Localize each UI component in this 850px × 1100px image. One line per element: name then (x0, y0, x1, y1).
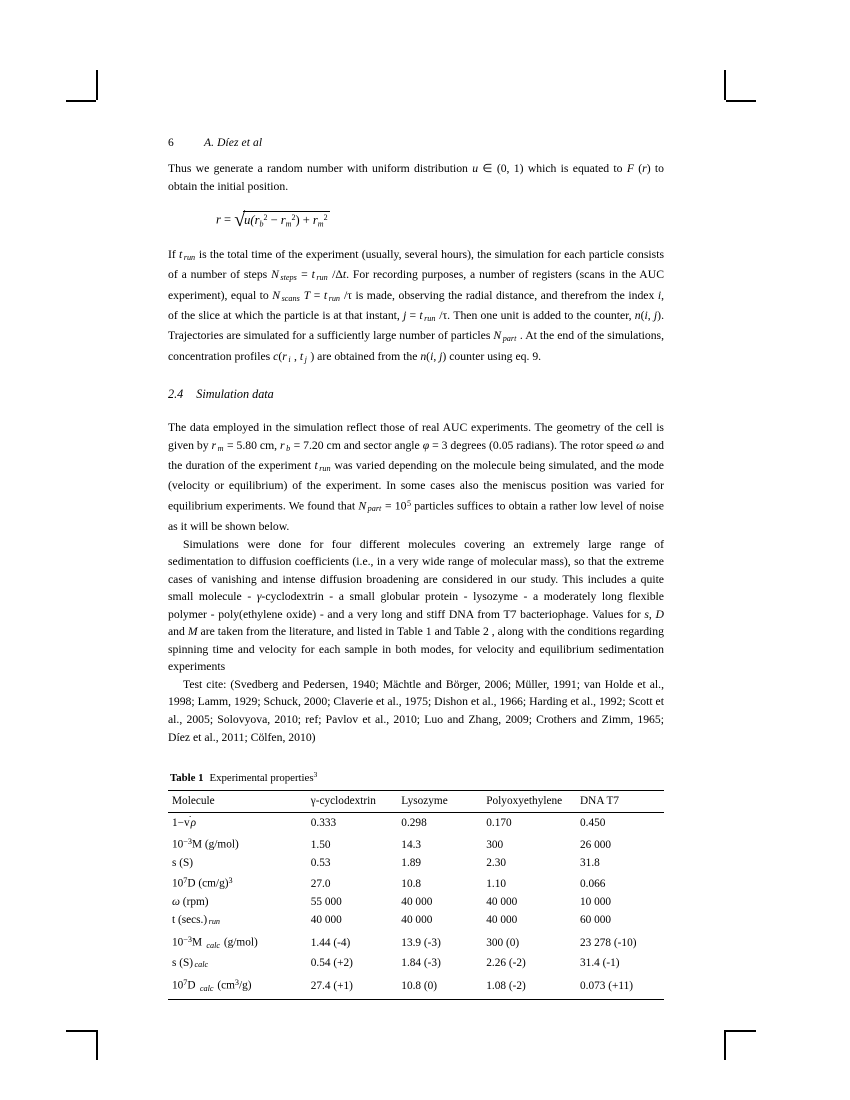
math-var-T: T (303, 288, 311, 302)
crop-mark-vertical-rule (724, 1030, 726, 1060)
text-run: and (168, 625, 188, 639)
paragraph-cell-geometry (168, 419, 664, 535)
table1-header-molecule: Molecule (172, 794, 215, 807)
text-run: ∈ (0, 1) which is equated to (478, 162, 627, 175)
table1-cell: 13.9 (-3) (401, 936, 441, 949)
math-var-r: r (282, 349, 287, 363)
table1-cell: 31.8 (580, 856, 600, 869)
table1-cell: 0.073 (+11) (580, 979, 634, 992)
crop-mark-vertical-rule (96, 1030, 98, 1060)
table1-caption (168, 770, 664, 784)
text-run: ( (640, 309, 645, 323)
table1-cell: 0.298 (401, 817, 427, 830)
exponent: 7 (183, 978, 188, 988)
radicand (243, 211, 329, 228)
text-run: /τ is made, observing the radial distance, and therefrom the index (340, 288, 658, 302)
equation-equals-sign: = (224, 212, 232, 227)
radical-glyph: √ (234, 209, 246, 232)
crop-mark-horizontal-rule (66, 1030, 96, 1032)
table1-cell: 23 278 (-10) (580, 936, 637, 949)
table1-experimental-properties (168, 790, 664, 1000)
table1-header-lysozyme: Lysozyme (401, 794, 448, 807)
text-run: = (310, 288, 324, 302)
math-var-M: M (187, 625, 198, 639)
subscript: run (208, 917, 221, 927)
table1-cell: 0.170 (486, 817, 512, 830)
table1-cell: 40 000 (401, 913, 433, 926)
table-row (168, 911, 664, 931)
table1-cell: 1.44 (-4) (310, 936, 351, 949)
table1-cell: 10 000 (580, 895, 612, 908)
vertical-space (168, 402, 664, 420)
text-run: = 3 degrees (0.05 radians). The rotor speed (429, 438, 636, 452)
table1-cell: 10.8 (401, 878, 422, 891)
table1-cell: 40 000 (310, 913, 342, 926)
table1-row-label: s (S) calc (172, 956, 209, 970)
table1-header-group (168, 790, 664, 813)
table1-cell: 14.3 (401, 838, 422, 851)
text-run: . At the end of the simulations, concentration profiles (168, 329, 665, 363)
crop-mark-horizontal-rule (66, 100, 96, 102)
text-run: = 7.20 cm and sector angle (290, 438, 423, 452)
paragraph-random-number (168, 160, 664, 195)
table1-header-cyclodextrin: γ-cyclodextrin (310, 794, 376, 807)
math-sub-part: part (502, 334, 517, 344)
table1-row-label: $10^{-3}M$ calc (g/mol) (172, 935, 258, 950)
crop-mark-horizontal-rule (726, 100, 756, 102)
math-sub-m: m (217, 443, 224, 453)
table1-cell: 0.066 (580, 878, 606, 891)
exponent: 3 (234, 978, 239, 988)
table-row (168, 854, 664, 872)
page-number: 6 (168, 137, 174, 149)
math-var-r: r (642, 162, 647, 175)
text-run: Simulations were done for four different molecules covering an extremely large range of sedimentation to diffusion coefficients (i.e., in a very wide range of molecular mass), so that the extreme cases of vanishing and intense diffusion broadening are considered in our study. This includes a quite small molecule - (168, 537, 664, 604)
table-row (168, 813, 664, 833)
running-head (168, 137, 664, 149)
text-run: particles suffices to obtain a rather low level of noise as it will be shown below. (168, 499, 664, 533)
text-run: are taken from the literature, and listed in Table 1 and Table 2 , along with the conditions regarding spinning time and velocity for each sample in both modes, for velocity and equilibrium sedimentation experiments (168, 625, 664, 674)
math-var-rho: ρ (190, 817, 197, 830)
math-var-j: j (439, 349, 443, 363)
math-sub-run: run (316, 273, 328, 283)
math-var-i: i (644, 309, 648, 323)
vertical-space (168, 368, 664, 386)
math-var-j: j (403, 309, 407, 323)
math-var-u: u (472, 162, 479, 175)
table1-row-label: ω (rpm) (172, 895, 209, 908)
text-run: is the total time of the experiment (usually, several hours), the simulation for each particle consists of a number of steps (168, 248, 664, 282)
math-var-i: i (657, 288, 662, 302)
equation-term: u( (244, 212, 255, 227)
table1-cell: 300 (0) (486, 936, 520, 949)
table1-footnote-marker: 3 (313, 770, 318, 780)
text-run: , (433, 349, 440, 363)
equation-sub-b: b (259, 219, 264, 229)
table1-cell: 40 000 (401, 895, 433, 908)
text-run: ) counter using eq. 9. (442, 349, 542, 363)
math-var-t: t (323, 288, 328, 302)
table1-cell: 31.4 (-1) (580, 956, 620, 969)
math-var-t: t (419, 309, 423, 323)
table1-cell: 10.8 (0) (401, 979, 438, 992)
math-sub-i: i (288, 354, 291, 364)
math-var-N: N (493, 329, 502, 343)
crop-mark-vertical-rule (96, 70, 98, 100)
math-var-N: N (358, 499, 367, 513)
text-run: and the duration of the experiment (168, 438, 665, 473)
running-head-author: A. Díez et al (204, 137, 263, 149)
math-var-t: t (179, 248, 183, 262)
math-var-N: N (272, 288, 281, 302)
text-run: Thus we generate a random number with uniform distribution (168, 162, 473, 175)
table1-row-label: $10^7D$ calc $(cm^3/g)$ (172, 978, 252, 993)
table1-row-label: $10^{-3}M$ (g/mol) (172, 837, 239, 851)
table-row (168, 931, 664, 954)
table1-label: Table 1 (170, 771, 204, 784)
display-equation-initial-position (168, 195, 664, 246)
math-var-n: n (420, 349, 427, 363)
exponent: 7 (183, 876, 188, 886)
table1-cell: 1.08 (-2) (486, 979, 526, 992)
table1-block (168, 770, 664, 999)
text-run: = (297, 268, 312, 282)
equation-var-rb: r (254, 212, 260, 227)
table-row (168, 893, 664, 911)
math-var-t: t (314, 459, 318, 473)
math-var-phi: φ (422, 438, 430, 452)
text-run: The data employed in the simulation reflect those of real AUC experiments. The geometry of the cell is given by (168, 421, 664, 452)
table1-row-label: $10^7D$ $(cm/g)^3$ (172, 876, 233, 891)
text-run: ( (426, 349, 431, 363)
math-var-gamma: γ (256, 590, 262, 604)
table1-cell: 0.53 (310, 856, 331, 869)
text-run: ( (278, 349, 283, 363)
exponent: −3 (183, 935, 193, 945)
section-number: 2.4 (168, 386, 184, 401)
square-root-symbol (234, 209, 329, 232)
paragraph-test-citations: Test cite: (Svedberg and Pedersen, 1940; Mächtle and Börger, 2006; Müller, 1991; van Holde et al., 1998; Lamm, 1929; Schuck, 2000; Claverie et al., 1975; Dishon et al., 1966; Harding et al., 1992; Scott et al., 2005; Solovyova, 2010; ref; Pavlov et al., 2010; Luo and Zhang, 2009; Crothers and Zimm, 1965; Díez et al., 2011; Cölfen, 2010) (168, 677, 664, 744)
text-run: If (168, 248, 180, 262)
math-var-s: s (644, 607, 649, 621)
text-run: . For recording purposes, a number of registers (scans in the AUC experiment), equal to (168, 268, 664, 302)
paragraph-simulation-steps (168, 246, 664, 368)
table1-header-polyoxyethylene: Polyoxyethylene (486, 794, 563, 807)
table1-cell: 0.333 (310, 817, 337, 830)
crop-mark-vertical-rule (724, 70, 726, 100)
math-var-omega: ω (172, 895, 180, 908)
table1-row-label: 1−v ρ (172, 817, 197, 830)
math-var-j: j (653, 309, 658, 323)
math-var-n: n (634, 309, 641, 323)
math-var-t: t (342, 268, 347, 282)
math-var-D: D (655, 607, 664, 621)
text-run: -cyclodextrin - a small globular protein - lysozyme - a moderately long flexible polymer - poly(ethylene oxide) - and a very long and stiff DNA from T7 bacteriophage. Values for (168, 590, 664, 621)
equation-expression (216, 209, 330, 232)
equation-term: ) + (295, 212, 310, 227)
text-run: , (647, 309, 654, 323)
crop-mark-horizontal-rule (726, 1030, 756, 1032)
math-sub-run: run (319, 463, 331, 473)
equation-sup-2: 2 (263, 212, 268, 222)
text-run: , (291, 349, 300, 363)
table1-cell: 2.30 (486, 856, 507, 869)
text-run: , of the slice at which the particle is at that instant, (168, 288, 665, 323)
math-var-i: i (430, 349, 434, 363)
subscript: calc (199, 983, 214, 993)
paragraph-molecule-selection (168, 536, 664, 676)
table1-cell: 27.4 (+1) (310, 979, 353, 992)
exponent: −3 (183, 837, 193, 847)
table1-cell: 1.89 (401, 856, 422, 869)
math-sub-b: b (286, 443, 291, 453)
math-sub-part: part (367, 504, 382, 514)
table1-header-dna-t7: DNA T7 (580, 794, 620, 807)
text-run: = 10 (381, 499, 407, 513)
table1-cell: 26 000 (580, 838, 612, 851)
equation-var-rm: r (312, 212, 318, 227)
math-sub-run: run (328, 293, 341, 303)
math-exponent-5: 5 (406, 498, 412, 508)
table1-row-label: t (secs.) run (172, 913, 221, 927)
table1-caption-text: Experimental properties (209, 771, 314, 784)
text-run: = (406, 309, 420, 323)
equation-var-rm: r (280, 212, 286, 227)
math-var-omega: ω (635, 438, 645, 452)
table1-cell: 1.50 (310, 838, 331, 851)
table-row (168, 872, 664, 893)
text-run: /τ. Then one unit is added to the counter, (436, 309, 635, 323)
text-run: , (648, 607, 656, 621)
text-run: was varied depending on the molecule being simulated, and the mode (velocity or equilibrium) of the experiment. In some cases also the meniscus position was varied for equilibrium experiments. We found that (168, 459, 664, 513)
math-sub-run: run (183, 252, 196, 262)
math-sub-j: j (304, 354, 307, 364)
math-sub-steps: steps (280, 273, 297, 283)
equation-sup-2: 2 (291, 212, 296, 222)
text-run: ) to obtain the initial position. (168, 162, 665, 193)
table1-cell: 40 000 (486, 913, 518, 926)
table1-cell: 55 000 (310, 895, 342, 908)
table1-cell: 1.10 (486, 878, 507, 891)
text-run: ) are obtained from the (307, 349, 421, 363)
math-var-r: r (280, 438, 285, 452)
section-title: Simulation data (196, 386, 274, 401)
math-sub-run: run (424, 313, 436, 323)
table1-row-label: s (S) (172, 856, 194, 869)
text-run: ( (633, 162, 643, 175)
section-heading-simulation-data (168, 386, 664, 402)
table1-cell: 60 000 (580, 913, 612, 926)
equation-sub-m: m (317, 219, 324, 229)
math-var-t: t (299, 349, 304, 363)
text-run: = 5.80 cm, (224, 438, 281, 452)
equation-sup-2: 2 (323, 212, 328, 222)
equation-lhs: r (216, 212, 221, 227)
table-row (168, 833, 664, 854)
table-row (168, 954, 664, 974)
table1-body (168, 813, 664, 999)
table-row (168, 974, 664, 999)
table1-cell: 1.84 (-3) (401, 956, 441, 969)
math-var-F: F (626, 162, 634, 175)
subscript: calc (206, 940, 221, 950)
math-var-N: N (271, 268, 279, 282)
math-sub-scans: scans (281, 293, 300, 303)
table1-cell: 2.26 (-2) (486, 956, 526, 969)
subscript: calc (194, 960, 209, 970)
table1-cell: 300 (486, 838, 504, 851)
table1-header-row (168, 790, 664, 813)
table1-cell: 27.0 (310, 878, 331, 891)
math-var-r: r (211, 438, 217, 452)
table1-cell: 0.54 (+2) (310, 956, 353, 969)
equation-sub-m: m (285, 219, 292, 229)
text-run: /Δ (328, 268, 343, 282)
math-var-t: t (311, 268, 315, 282)
body-content (168, 160, 664, 1000)
math-var-c: c (273, 349, 279, 363)
exponent: 3 (228, 876, 233, 886)
table1-cell: 0.450 (580, 817, 606, 830)
equation-minus-sign: − (270, 212, 278, 227)
table1-cell: 40 000 (486, 895, 518, 908)
text-run: ). Trajectories are simulated for a sufficiently large number of particles (168, 309, 664, 343)
